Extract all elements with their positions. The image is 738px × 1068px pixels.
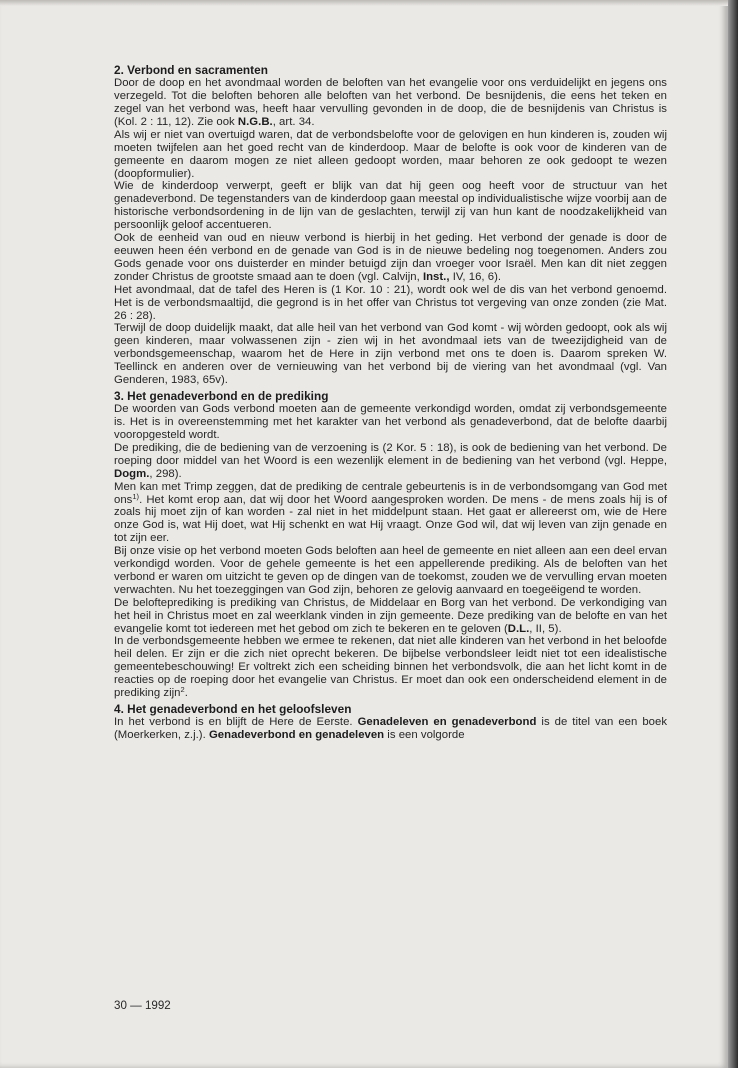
publication-year: 1992 xyxy=(144,999,171,1012)
page-footer xyxy=(114,999,171,1012)
text-run: Door de doop en het avondmaal worden de beloften van het evangelie voor ons verduidelijkt en jegens ons verzegeld. Tot die beloften behoren alle beloften van het verbond. De besnijdenis, die eens het teken en zegel van het verbond was, heeft haar vervulling gevonden in de doop, die de besnijdenis van Christus is (Kol. 2 : 11, 12). Zie ook xyxy=(114,77,667,128)
paragraph xyxy=(114,481,667,546)
text-run: Ook de eenheid van oud en nieuw verbond is hierbij in het geding. Het verbond der genade is door de eeuwen heen één verbond en de genade van God is in de nieuwe bedeling nog toegenomen. Anders zou Gods genade voor ons duisterder en minder betuigd zijn dan vroeger voor Israël. Men kan dit niet zeggen zonder Christus de grootste smaad aan te doen (vgl. Calvijn, xyxy=(114,232,667,283)
paragraph xyxy=(114,322,667,387)
paragraph xyxy=(114,284,667,323)
text-run: IV, 16, 6). xyxy=(449,270,502,283)
scan-edge-shadow xyxy=(728,0,738,1068)
text-run: Als wij er niet van overtuigd waren, dat de verbondsbelofte voor de gelovigen en hun kinderen is, zouden wij moeten twijfelen aan het goed recht van de kinderdoop. Maar de belofte is ook voor de kinderen van de gemeente en daarom mogen ze niet alleen gedoopt worden, maar behoren ze ook gedoopt te wezen (doopformulier). xyxy=(114,128,667,180)
text-run: De woorden van Gods verbond moeten aan de gemeente verkondigd worden, omdat zij verbondsgemeente is. Het is in overeenstemming met het karakter van het verbond als genadeverbond, dat de belofte daarbij vooropgesteld wordt. xyxy=(114,403,667,441)
page-content xyxy=(114,63,667,742)
paragraph xyxy=(114,232,667,284)
paragraph xyxy=(114,77,667,129)
text-run: . xyxy=(184,687,188,700)
text-run: Terwijl de doop duidelijk maakt, dat alle heil van het verbond van God komt - wij wòrden gedoopt, ook als wij geen kinderen, maar volwassenen zijn - zien wij in het avondmaal iets van de tweezijdigheid van de verbondsgemeenschap, waarom het de Here in zijn verbond met ons te doen is. Daarom spreken W. Teellinck en anderen over de vernieuwing van het verbond bij de viering van het avondmaal (vgl. Van Genderen, 1983, 65v). xyxy=(114,322,667,387)
text-run: is de titel van een boek (Moerkerken, z.j.). xyxy=(114,716,668,742)
paragraph xyxy=(114,442,667,481)
section-heading: 3. Het genadeverbond en de prediking xyxy=(114,388,329,403)
paragraph xyxy=(114,403,667,442)
page-top-shadow xyxy=(0,0,728,6)
bold-reference: Dogm. xyxy=(114,467,150,480)
bold-reference: D.L. xyxy=(507,622,530,635)
footnote-ref: 2 xyxy=(180,685,185,695)
text-run: , 298). xyxy=(149,467,182,480)
paragraph xyxy=(114,635,667,700)
footnote-ref: 1) xyxy=(132,491,140,501)
bold-reference: Inst., xyxy=(422,270,450,283)
text-run: . Het komt erop aan, dat wij door het Woord aangesproken worden. De mens - de mens zoals hij is of zoals hij moet zijn of kan worden - zal niet in het middelpunt staan. Het gaat er allereerst om, wie de Here onze God is, wat Hij doet, wat Hij schenkt en wat Hij vraagt. Onze God wil, dat wij leven van zijn genade en tot zijn eer. xyxy=(114,493,667,545)
bold-reference: N.G.B. xyxy=(237,115,273,128)
page-number: 30 xyxy=(114,999,127,1012)
text-run: , art. 34. xyxy=(272,115,315,128)
section-heading: 2. Verbond en sacramenten xyxy=(114,63,268,77)
bold-reference: Genadeverbond en genadeleven xyxy=(208,729,385,742)
text-run: is een volgorde xyxy=(384,729,465,742)
text-run: In de verbondsgemeente hebben we ermee te rekenen, dat niet alle kinderen van het verbond in het beloofde heil delen. Er zijn er die zich niet oprecht bekeren. De bijbelse verbondsleer leidt niet tot een idealistische gemeentebeschouwing! Er voltrekt zich een scheiding binnen het verbondsvolk, die aan het licht komt in de reacties op de roeping door het evangelie van Christus. Er moet dan ook een onderscheidend element in de prediking zijn xyxy=(114,635,667,700)
text-run: De prediking, die de bediening van de verzoening is (2 Kor. 5 : 18), is ook de bediening van het verbond. De roeping door middel van het Woord is een wezenlijk element in de bediening van het verbond (vgl. Heppe, xyxy=(114,441,667,467)
text-run: Het avondmaal, dat de tafel des Heren is (1 Kor. 10 : 21), wordt ook wel de dis van het verbond genoemd. Het is de verbondsmaaltijd, die gegrond is in het offer van Christus tot vergeving van onze zonden (zie Mat. 26 : 28). xyxy=(114,283,667,322)
paragraph xyxy=(114,716,667,742)
text-run: In het verbond is en blijft de Here de Eerste. xyxy=(114,716,358,729)
bold-reference: Genadeleven en genadeverbond xyxy=(357,716,537,729)
paragraph xyxy=(114,129,667,181)
text-run: Wie de kinderdoop verwerpt, geeft er blijk van dat hij geen oog heeft voor de structuur van het genadeverbond. De tegenstanders van de kinderdoop gaan meestal op individualistische wijze voorbij aan de historische verbondsordening in de lijn van de geslachten, terwijl zij van hun kant de noodzakelijkheid van persoonlijk geloof accentueren. xyxy=(114,180,667,232)
text-run: De belofteprediking is prediking van Christus, de Middelaar en Borg van het verbond. De verkondiging van het heil in Christus moet en zal weerklank vinden in zijn gemeente. Deze prediking van de belofte en van het evangelie komt tot iedereen met het gebod om zich te bekeren en te geloven ( xyxy=(114,596,667,635)
text-run: Men kan met Trimp zeggen, dat de prediking de centrale gebeurtenis is in de verbondsomgang van God met ons xyxy=(114,480,667,506)
paragraph xyxy=(114,545,667,597)
paragraph xyxy=(114,180,667,232)
section-heading: 4. Het genadeverbond en het geloofsleven xyxy=(114,702,352,716)
text-run: Bij onze visie op het verbond moeten Gods beloften aan heel de gemeente en niet alleen aan een deel ervan verkondigd worden. Voor de gehele gemeente is het een appellerende prediking. Als de beloften van het verbond er waren om uitzicht te geven op de dingen van de toekomst, zouden we de vervulling ervan moeten verwachten. Nu het toezeggingen van God zijn, behoren ze gelovig aanvaard en toegeëigend te worden. xyxy=(114,545,667,596)
footer-separator: — xyxy=(130,999,142,1012)
text-run: , II, 5). xyxy=(529,622,562,635)
paragraph xyxy=(114,597,667,636)
